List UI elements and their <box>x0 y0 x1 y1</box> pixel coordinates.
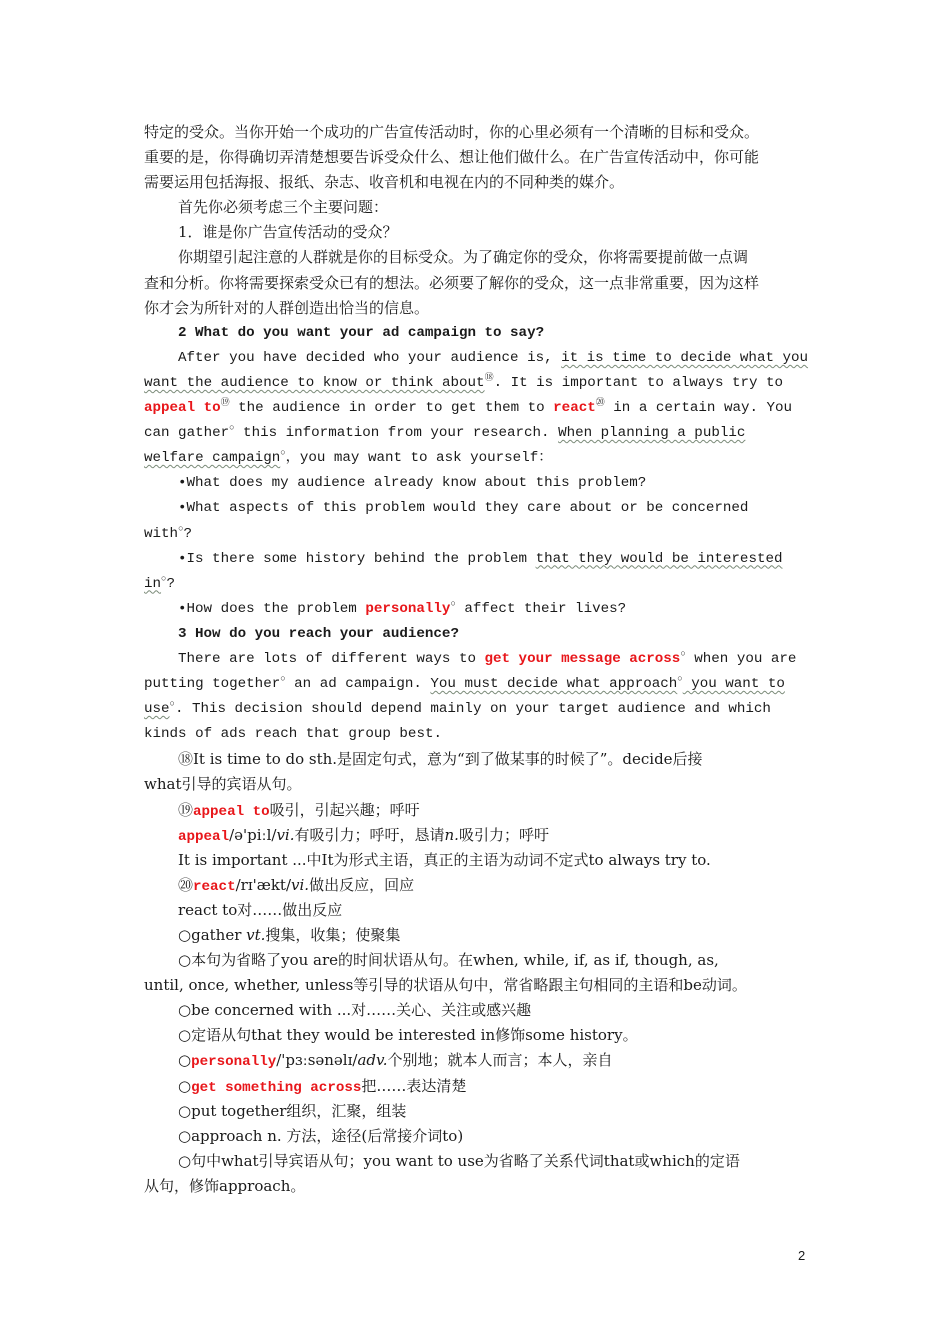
annotated-phrase: want the audience to know or think about <box>144 374 485 391</box>
note-line: what引导的宾语从句。 <box>144 775 302 794</box>
note-line <box>144 923 808 948</box>
bullet-item <box>144 547 808 572</box>
footnote-marker: ⑳ <box>178 875 194 894</box>
text-run: 吸引，引起兴趣；呼吁 <box>269 800 420 819</box>
text-run: ○gather <box>178 926 247 944</box>
bullet-item: •What does my audience already know about this problem? <box>178 475 647 492</box>
paragraph-line: 你才会为所针对的人群创造出恰当的信息。 <box>144 298 430 317</box>
text-run: ? <box>166 575 175 592</box>
footnote-marker: ○ <box>280 674 286 685</box>
footnote-marker: ○ <box>229 423 235 434</box>
note-line: ○定语从句that they would be interested in修饰some history。 <box>178 1026 638 1045</box>
footnote-marker: ○ <box>677 674 683 685</box>
text-run: •How does the problem <box>178 600 366 617</box>
text-run: 把……表达清楚 <box>361 1076 467 1095</box>
section-heading: 3 How do you reach your audience? <box>178 625 459 642</box>
text-run: putting together <box>144 676 281 693</box>
annotated-phrase: you want to <box>682 676 785 693</box>
note-line <box>144 798 808 823</box>
text-run: 搜集，收集；使聚集 <box>265 926 401 944</box>
bullet-item: •What aspects of this problem would they care about or be concerned <box>178 500 749 517</box>
text-run: affect their lives? <box>455 600 627 617</box>
keyword-highlight: react <box>193 878 236 895</box>
footnote-marker: ○ <box>450 598 456 609</box>
paragraph-line <box>144 672 808 697</box>
annotated-phrase: it is time to decide what you <box>561 349 809 366</box>
text-run: •Is there some history behind the problem <box>178 550 536 567</box>
keyword-highlight: react <box>553 400 596 417</box>
text-run: . It is important to always try to <box>493 374 784 391</box>
paragraph-line <box>144 421 808 446</box>
paragraph-line: 首先你必须考虑三个主要问题： <box>178 198 389 217</box>
footnote-marker: ⑱ <box>484 372 494 383</box>
bullet-item-continuation <box>144 522 808 547</box>
text-run: this information from your research. <box>234 425 559 442</box>
text-run: ，you may want to ask yourself： <box>285 450 553 467</box>
keyword-highlight: personally <box>365 600 451 617</box>
text-run: There are lots of different ways to <box>178 650 485 667</box>
text-run: After you have decided who your audience is, <box>178 349 562 366</box>
text-run: 吸引力；呼吁 <box>458 825 549 844</box>
text-run: ? <box>183 525 192 542</box>
text-run: in a certain way. You <box>604 400 793 417</box>
part-of-speech: vt. <box>246 926 266 944</box>
phonetic: /rɪ'ækt/ <box>235 875 292 894</box>
text-run: 做出反应，回应 <box>309 875 415 894</box>
footnote-marker: ⑲ <box>220 398 230 409</box>
paragraph-line: kinds of ads reach that group best. <box>144 726 442 743</box>
note-line: until, once, whether, unless等引导的状语从句中，常省略跟主句相同的主语和be动词。 <box>144 976 747 995</box>
bullet-item <box>144 597 808 622</box>
note-line: ○be concerned with ...对……关心、关注或感兴趣 <box>178 1001 532 1020</box>
note-line: ○approach n. 方法，途径(后常接介词to) <box>178 1126 464 1145</box>
text-run: can gather <box>144 425 230 442</box>
keyword-highlight: appeal to <box>193 803 270 820</box>
keyword-highlight: get your message across <box>484 650 681 667</box>
note-line <box>144 1048 808 1073</box>
paragraph-line <box>144 396 808 421</box>
footnote-marker: ○ <box>178 523 184 534</box>
note-line <box>144 1074 808 1099</box>
text-run: 有吸引力；呼吁，恳请 <box>294 825 445 844</box>
paragraph-line <box>144 446 808 471</box>
keyword-highlight: personally <box>191 1054 277 1071</box>
footnote-marker: ○ <box>178 1051 192 1070</box>
phonetic: /'pɜːsənəlɪ/ <box>276 1051 358 1070</box>
note-line: 从句，修饰approach。 <box>144 1176 306 1195</box>
paragraph-line: 查和分析。你将需要探索受众已有的想法。必须要了解你的受众，这一点非常重要，因为这样 <box>144 273 760 292</box>
paragraph-line: 需要运用包括海报、报纸、杂志、收音机和电视在内的不同种类的媒介。 <box>144 173 625 192</box>
text-run: an ad campaign. <box>285 676 431 693</box>
note-line <box>144 873 808 898</box>
document-page <box>144 120 808 1199</box>
annotated-phrase: You must decide what approach <box>430 676 678 693</box>
paragraph-line <box>144 647 808 672</box>
footnote-marker: ○ <box>280 448 286 459</box>
note-line: ○put together组织，汇聚，组装 <box>178 1101 407 1120</box>
annotated-phrase: that they would be interested <box>535 550 783 567</box>
footnote-marker: ○ <box>161 573 167 584</box>
text-run: with <box>144 525 179 542</box>
paragraph-line <box>144 697 808 722</box>
text-run: the audience in order to get them to <box>229 400 554 417</box>
bullet-item-continuation <box>144 572 808 597</box>
annotated-phrase: use <box>144 701 170 718</box>
part-of-speech: vi. <box>291 875 310 894</box>
annotated-phrase: in <box>144 575 162 592</box>
paragraph-line: 重要的是，你得确切弄清楚想要告诉受众什么、想让他们做什么。在广告宣传活动中，你可能 <box>144 148 760 167</box>
paragraph-line: 特定的受众。当你开始一个成功的广告宣传活动时，你的心里必须有一个清晰的目标和受众。 <box>144 123 760 141</box>
keyword-highlight: appeal <box>178 828 230 845</box>
annotated-phrase: When planning a public <box>558 425 746 442</box>
text-run: . This decision should depend mainly on your target audience and which <box>174 701 771 718</box>
note-line: ○句中what引导宾语从句；you want to use为省略了关系代词that或which的定语 <box>178 1151 740 1170</box>
phonetic: /ə'piːl/ <box>229 825 277 844</box>
footnote-marker: ⑲ <box>178 800 194 819</box>
note-line: It is important ...中It为形式主语，真正的主语为动词不定式to always try to. <box>178 850 711 869</box>
keyword-highlight: appeal to <box>144 400 221 417</box>
text-run: 个别地；就本人而言；本人，亲自 <box>387 1051 613 1070</box>
part-of-speech: n. <box>444 825 459 844</box>
annotated-phrase: welfare campaign <box>144 450 281 467</box>
paragraph-line: 你期望引起注意的人群就是你的目标受众。为了确定你的受众，你将需要提前做一点调 <box>178 248 749 267</box>
paragraph-line <box>144 346 808 371</box>
part-of-speech: adv. <box>357 1051 388 1070</box>
footnote-marker: ○ <box>178 1076 192 1095</box>
text-run: when you are <box>685 650 797 667</box>
note-line <box>144 823 808 848</box>
keyword-highlight: get something across <box>191 1079 362 1096</box>
paragraph-line <box>144 371 808 396</box>
footnote-marker: ○ <box>169 699 175 710</box>
footnote-marker: ○ <box>680 648 686 659</box>
note-line: ⑱It is time to do sth.是固定句式，意为“到了做某事的时候了”。decide后接 <box>178 750 703 769</box>
note-line: ○本句为省略了you are的时间状语从句。在when, while, if, as if, though, as, <box>178 951 719 970</box>
paragraph-line: 1．谁是你广告宣传活动的受众？ <box>178 223 398 242</box>
page-number: 2 <box>798 1248 806 1263</box>
part-of-speech: vi. <box>276 825 295 844</box>
section-heading: 2 What do you want your ad campaign to say? <box>178 324 545 341</box>
footnote-marker: ⑳ <box>595 398 605 409</box>
note-line: react to对……做出反应 <box>178 900 343 919</box>
